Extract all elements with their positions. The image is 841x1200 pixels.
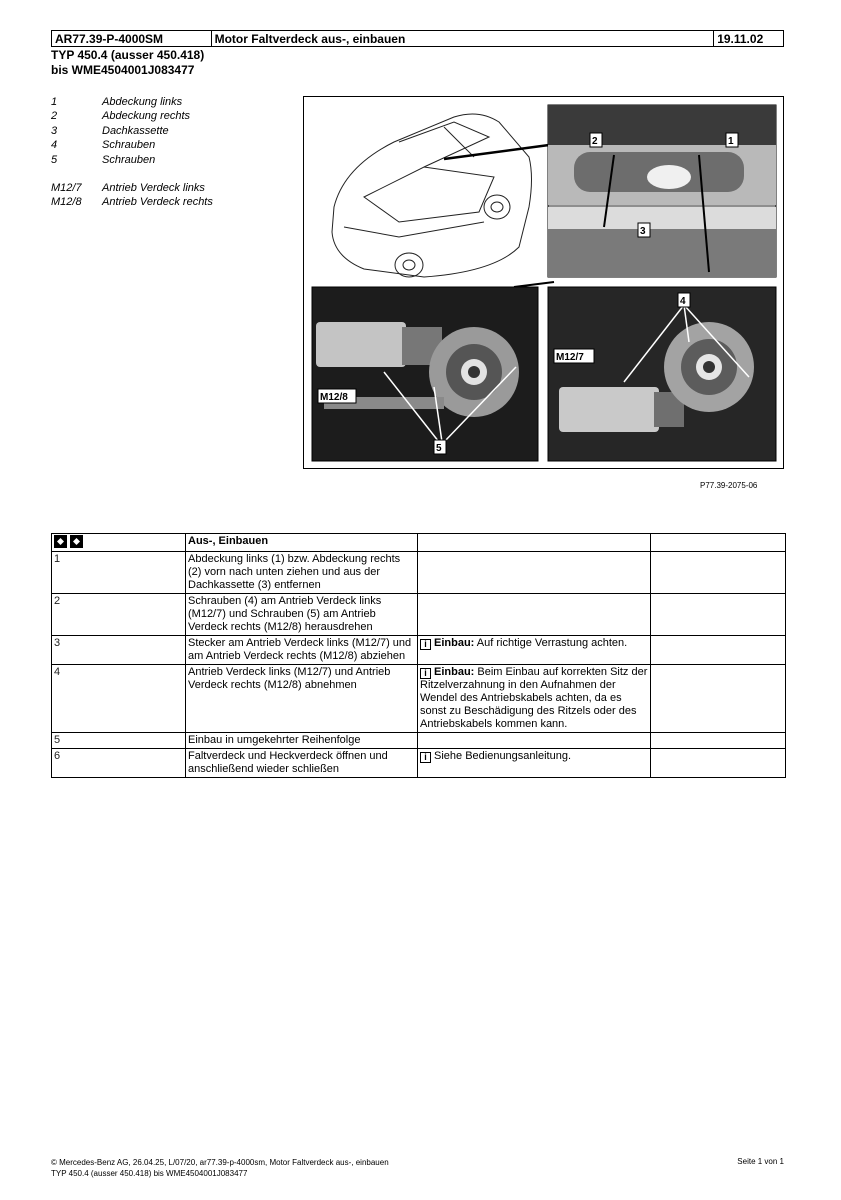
legend-item: 2 Abdeckung rechts [51, 110, 191, 123]
procedure-step: 1 Abdeckung links (1) bzw. Abdeckung rechts (2) vorn nach unten ziehen und aus der Dachkassette (3) entfernen [52, 552, 786, 594]
procedure-step: 3 Stecker am Antrieb Verdeck links (M12/7) und am Antrieb Verdeck rechts (M12/8) abziehen i Einbau: Auf richtige Verrastung achten. [52, 636, 786, 665]
procedure-step: 6 Faltverdeck und Heckverdeck öffnen und anschließend wieder schließen i Siehe Bedienungsanleitung. [52, 749, 786, 778]
parts-legend [51, 95, 213, 210]
procedure-table [51, 533, 786, 778]
vehicle-type-line: TYP 450.4 (ausser 450.418) [51, 48, 205, 62]
document-id: AR77.39-P-4000SM [52, 31, 212, 46]
callout-m12-8: M12/8 [320, 392, 348, 403]
procedure-header-row [52, 534, 786, 552]
procedure-step: 2 Schrauben (4) am Antrieb Verdeck links (M12/7) und Schrauben (5) am Antrieb Verdeck rechts (M12/8) herausdrehen [52, 594, 786, 636]
vehicle-type [51, 48, 204, 78]
removal-icon [54, 535, 67, 548]
technical-illustration [304, 97, 783, 468]
callout-5: 5 [436, 443, 442, 454]
legend-item: 1 Abdeckung links [51, 96, 183, 108]
legend-item: 5 Schrauben [51, 153, 156, 166]
legend-item: M12/8 Antrieb Verdeck rechts [51, 196, 213, 209]
document-date: 19.11.02 [717, 32, 764, 46]
copyright-line: © Mercedes-Benz AG, 26.04.25, L/07/20, ar77.39-p-4000sm, Motor Faltverdeck aus-, einbauen [51, 1158, 389, 1167]
legend-item: 3 Dachkassette [51, 124, 169, 137]
procedure-icons [52, 534, 186, 552]
legend-item: 4 Schrauben [51, 139, 156, 152]
document-title: Motor Faltverdeck aus-, einbauen [212, 31, 715, 46]
procedure-header: Aus-, Einbauen [186, 534, 418, 552]
car-drawing [332, 114, 532, 277]
info-icon: i [420, 639, 431, 650]
page-footer [51, 1157, 389, 1179]
legend-item: M12/7 Antrieb Verdeck links [51, 182, 205, 195]
callout-2: 2 [592, 136, 598, 147]
callout-m12-7: M12/7 [556, 352, 584, 363]
installation-icon [70, 535, 83, 548]
vehicle-range-line: bis WME4504001J083477 [51, 63, 195, 77]
info-icon: i [420, 668, 431, 679]
photo-drive-left [548, 287, 776, 461]
footer-type-line: TYP 450.4 (ausser 450.418) bis WME4504001J083477 [51, 1169, 248, 1178]
callout-1: 1 [728, 136, 734, 147]
callout-3: 3 [640, 226, 646, 237]
page-number: Seite 1 von 1 [737, 1157, 784, 1166]
illustration-panel [303, 96, 784, 469]
callout-4: 4 [680, 296, 686, 307]
procedure-step: 5 Einbau in umgekehrter Reihenfolge [52, 733, 786, 749]
info-icon: i [420, 752, 431, 763]
photo-drive-right [312, 287, 538, 461]
photo-roof-cassette [548, 105, 776, 277]
procedure-step: 4 Antrieb Verdeck links (M12/7) und Antrieb Verdeck rechts (M12/8) abnehmen i Einbau: Beim Einbau auf korrekten Sitz der Ritzelverzahnung in den Aufnahmen der Wendel des Antriebskabels achten, da es sonst zu Beschädigung des Ritzels oder des Antriebskabels kommen kann. [52, 665, 786, 733]
figure-reference: P77.39-2075-06 [700, 481, 758, 490]
document-header [51, 30, 784, 47]
